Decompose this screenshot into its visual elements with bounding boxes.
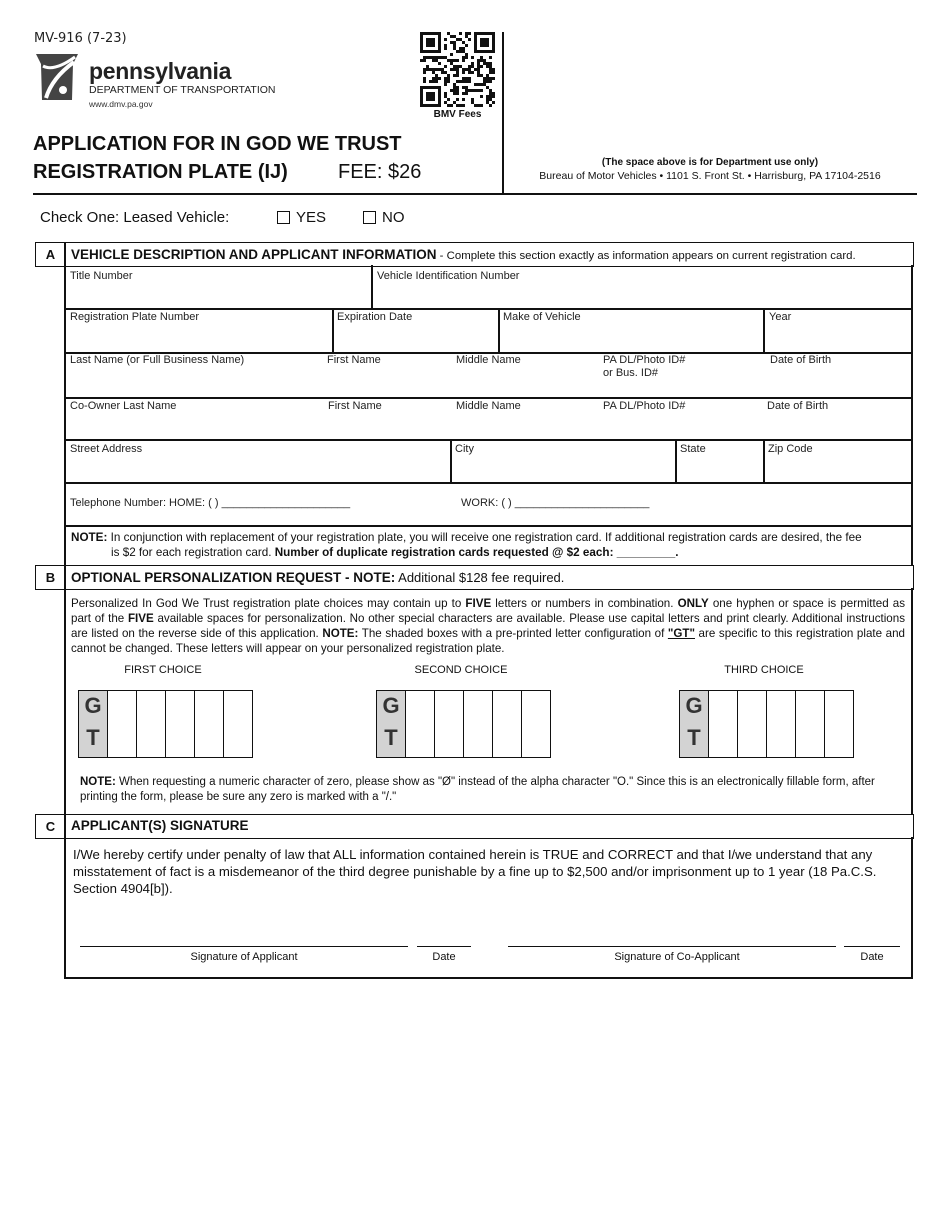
year-field[interactable] [766,325,909,350]
pa-dl-label: PA DL/Photo ID# [603,354,686,366]
work-phone-field[interactable] [519,492,687,510]
character-box[interactable] [796,691,825,757]
header-horizontal-divider [33,193,917,195]
row-divider [64,308,913,310]
preprinted-gt-box: G T [680,691,709,757]
first-name-label: First Name [327,354,381,366]
preprinted-gt-box: G T [79,691,108,757]
section-a-note: NOTE: In conjunction with replacement of your registration plate, you will receive one registration card. If additional registration cards are desired, the fee is $2 for each registration card. Number of duplicate registration cards requested @ $2 each: _________. [71,531,862,559]
make-field[interactable] [501,325,761,350]
co-owner-last-name-label: Co-Owner Last Name [70,400,177,412]
row-divider [64,525,913,527]
character-box[interactable] [195,691,224,757]
title-number-field[interactable] [66,283,368,307]
character-box[interactable] [522,691,550,757]
bureau-address: Bureau of Motor Vehicles • 1101 S. Front St. • Harrisburg, PA 17104-2516 [539,170,881,182]
qr-code-icon[interactable] [420,32,495,107]
brand-name: pennsylvania [89,58,232,84]
expiration-date-field[interactable] [335,325,496,350]
row-divider [64,397,913,399]
leased-no-checkbox[interactable] [363,211,376,224]
character-box[interactable] [166,691,195,757]
row-divider [64,482,913,484]
street-address-label: Street Address [70,443,143,455]
dob-label: Date of Birth [770,354,832,366]
field-divider [763,308,765,352]
department-name: DEPARTMENT OF TRANSPORTATION [89,84,276,96]
leased-yes-checkbox[interactable] [277,211,290,224]
signature-line [508,946,836,947]
first-choice-label: FIRST CHOICE [124,664,202,676]
field-divider [450,439,452,483]
co-owner-last-name-field[interactable] [66,413,321,438]
section-a-heading: VEHICLE DESCRIPTION AND APPLICANT INFORMATION - Complete this section exactly as information appears on current registration card. [71,247,856,262]
applicant-date-field[interactable] [417,925,471,945]
state-field[interactable] [678,457,761,481]
section-c-right-rule [911,837,913,978]
signature-line [80,946,408,947]
department-use-note: (The space above is for Department use only) [601,157,819,168]
co-first-name-field[interactable] [325,413,451,438]
co-pa-dl-label: PA DL/Photo ID# [603,400,686,412]
qr-label: BMV Fees [433,109,482,120]
bus-id-label: or Bus. ID# [603,367,659,379]
last-name-label: Last Name (or Full Business Name) [70,354,245,366]
leased-yes-label: YES [296,209,327,226]
co-dob-label: Date of Birth [767,400,829,412]
home-phone-field[interactable] [238,492,406,510]
section-c-heading: APPLICANT(S) SIGNATURE [71,818,249,833]
plate-number-label: Registration Plate Number [70,311,200,323]
state-label: State [680,443,706,455]
telephone-work-label: WORK: ( ) ______________________ [461,497,650,509]
preprinted-gt-box: G T [377,691,406,757]
character-box[interactable] [464,691,493,757]
form-title-line1: APPLICATION FOR IN GOD WE TRUST [33,133,402,155]
field-divider [763,439,765,483]
personalization-instructions: Personalized In God We Trust registration plate choices may contain up to FIVE letters or numbers in combination. ONLY one hyphen or space is permitted as part of the FIVE available spaces for personalization. No other special characters are available. Please use capital letters and print clearly. Additional instructions are listed on the reverse side of this application. NOTE: The shaded boxes with a pre-printed letter configuration of "GT" are specific to this registration plate and cannot be changed. These letters will appear on your personalized registration plate. [71,597,905,655]
expiration-label: Expiration Date [337,311,413,323]
row-divider [64,439,913,441]
applicant-signature-label: Signature of Applicant [190,951,298,963]
co-middle-name-label: Middle Name [456,400,521,412]
dob-field[interactable] [768,368,909,395]
first-choice-plate [78,690,253,758]
field-divider [332,308,334,352]
second-choice-label: SECOND CHOICE [414,664,508,676]
city-label: City [455,443,474,455]
plate-number-field[interactable] [66,325,330,350]
co-dob-field[interactable] [766,413,909,438]
character-box[interactable] [767,691,796,757]
first-name-field[interactable] [325,368,451,395]
second-choice-plate [376,690,551,758]
title-number-label: Title Number [70,270,133,282]
duplicate-cards-field[interactable] [651,545,717,559]
header-vertical-divider [502,32,504,193]
telephone-home-label: Telephone Number: HOME: ( ) _____________________ [70,497,351,509]
third-choice-label: THIRD CHOICE [724,664,804,676]
co-applicant-signature-field[interactable] [508,925,836,945]
co-applicant-date-field[interactable] [844,925,900,945]
section-c-bottom-rule [64,977,913,979]
leased-no-label: NO [382,209,405,226]
vin-label: Vehicle Identification Number [377,270,520,282]
zip-label: Zip Code [768,443,813,455]
character-box[interactable] [108,691,137,757]
make-label: Make of Vehicle [503,311,581,323]
field-divider [498,308,500,352]
form-fee: FEE: $26 [338,161,422,183]
character-box[interactable] [406,691,435,757]
character-box[interactable] [435,691,464,757]
zip-field[interactable] [766,457,909,481]
signature-line [417,946,471,947]
form-number: MV-916 (7-23) [34,31,127,46]
last-name-field[interactable] [66,368,321,395]
pa-dl-field[interactable] [660,380,765,396]
co-pa-dl-field[interactable] [601,413,763,438]
section-b-letter: B [45,570,56,585]
street-address-field[interactable] [66,457,448,481]
co-first-name-label: First Name [328,400,382,412]
field-divider [371,265,373,308]
website-link[interactable]: www.dmv.pa.gov [89,99,153,109]
co-middle-name-field[interactable] [454,413,598,438]
middle-name-field[interactable] [454,368,598,395]
section-c-letter: C [45,819,56,834]
applicant-signature-field[interactable] [80,925,408,945]
zero-character-note: NOTE: When requesting a numeric character of zero, please show as "Ø" instead of the alpha character "O." Since this is an electronically fillable form, after printing the form, please be sure any zero is marked with a "/." [80,776,875,803]
section-a-right-rule [911,265,913,565]
applicant-date-label: Date [432,951,456,963]
character-box[interactable] [738,691,767,757]
character-box[interactable] [709,691,738,757]
section-b-heading: OPTIONAL PERSONALIZATION REQUEST - NOTE: Additional $128 fee required. [71,570,565,585]
section-a-letter: A [45,247,56,262]
character-box[interactable] [224,691,252,757]
character-box[interactable] [137,691,166,757]
year-label: Year [769,311,792,323]
character-box[interactable] [493,691,522,757]
city-field[interactable] [453,457,673,481]
certification-statement: I/We hereby certify under penalty of law that ALL information contained herein is TRUE and CORRECT and that I/we understand that any misstatement of fact is a misdemeanor of the third degree punishable by a fine up to $2,500 and/or imprisonment up to 1 year (18 Pa.C.S. Section 4904[b]). [73,847,877,896]
section-b-right-rule [911,588,913,814]
third-choice-plate [679,690,854,758]
co-applicant-date-label: Date [860,951,884,963]
co-applicant-signature-label: Signature of Co-Applicant [614,951,740,963]
leased-vehicle-label: Check One: Leased Vehicle: [40,209,230,226]
middle-name-label: Middle Name [456,354,521,366]
form-title-line2: REGISTRATION PLATE (IJ) [33,161,288,183]
vin-field[interactable] [374,283,909,307]
keystone-logo-icon [34,52,80,102]
signature-line [844,946,900,947]
field-divider [675,439,677,483]
character-box[interactable] [825,691,853,757]
